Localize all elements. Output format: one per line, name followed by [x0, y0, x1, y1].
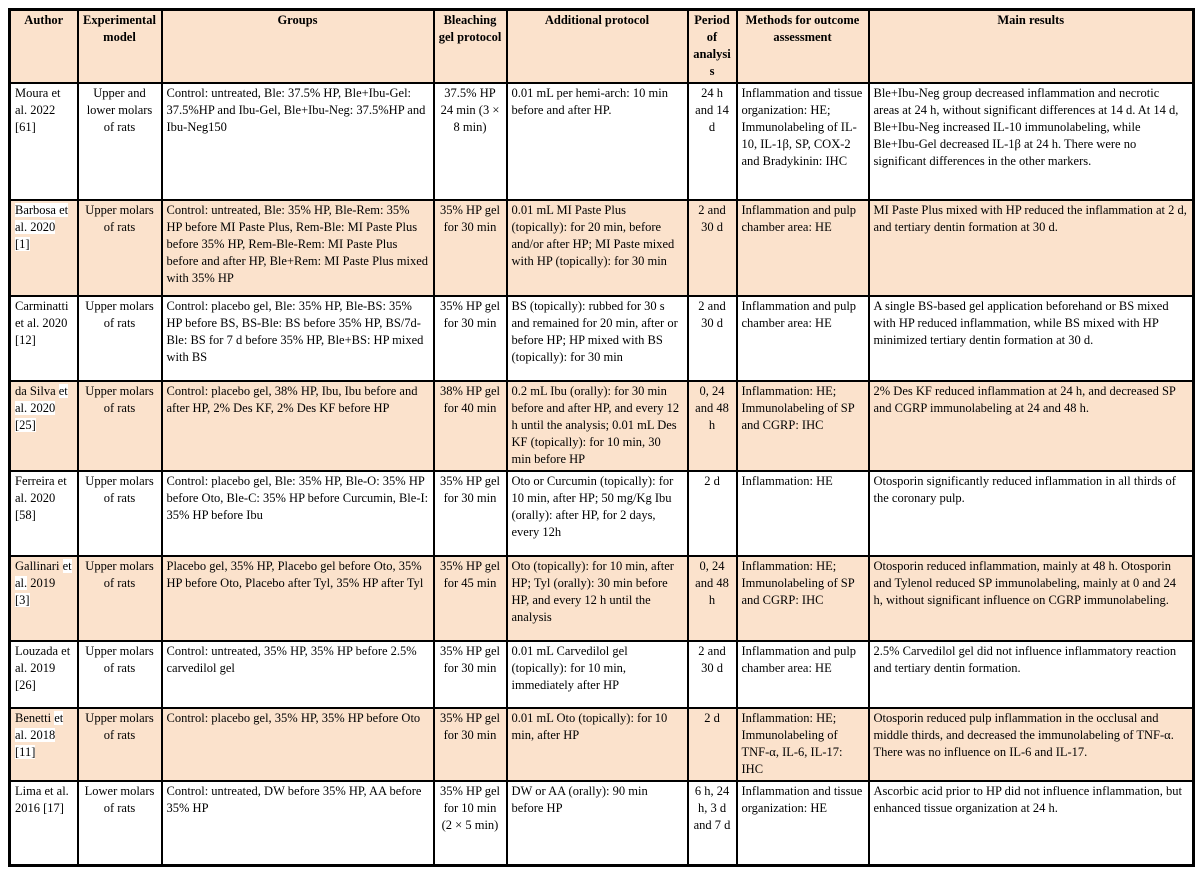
- cell-methods: Inflammation and pulp chamber area: HE: [737, 296, 869, 381]
- author-text: Carminatti et al. 2020 [12]: [15, 299, 69, 347]
- table-body: [10, 83, 1194, 866]
- table-row: [10, 83, 1194, 200]
- cell-model: Upper molars of rats: [78, 200, 162, 296]
- cell-results: MI Paste Plus mixed with HP reduced the inflammation at 2 d, and tertiary dentin formation at 30 d.: [869, 200, 1194, 296]
- cell-methods: Inflammation: HE; Immunolabeling of SP and CGRP: IHC: [737, 556, 869, 641]
- cell-methods: Inflammation: HE; Immunolabeling of SP and CGRP: IHC: [737, 381, 869, 471]
- cell-period: 2 d: [688, 708, 737, 781]
- cell-groups: Control: untreated, 35% HP, 35% HP before 2.5% carvedilol gel: [162, 641, 434, 708]
- column-header-author: Author: [10, 10, 78, 84]
- cell-bleaching: 35% HP gel for 30 min: [434, 296, 507, 381]
- cell-author: [10, 200, 78, 296]
- cell-period: 0, 24 and 48 h: [688, 556, 737, 641]
- column-header-groups: Groups: [162, 10, 434, 84]
- cell-model: Lower molars of rats: [78, 781, 162, 866]
- cell-groups: Control: placebo gel, 35% HP, 35% HP before Oto: [162, 708, 434, 781]
- cell-additional: Oto or Curcumin (topically): for 10 min, after HP; 50 mg/Kg Ibu (orally): after HP, for 2 days, every 12h: [507, 471, 688, 556]
- cell-bleaching: 35% HP gel for 30 min: [434, 641, 507, 708]
- column-header-bleaching: Bleaching gel protocol: [434, 10, 507, 84]
- cell-results: A single BS-based gel application beforehand or BS mixed with HP reduced inflammation, while BS mixed with HP minimized tertiary dentin formation at 30 d.: [869, 296, 1194, 381]
- cell-bleaching: 35% HP gel for 30 min: [434, 471, 507, 556]
- table-row: [10, 381, 1194, 471]
- cell-additional: 0.01 mL per hemi-arch: 10 min before and after HP.: [507, 83, 688, 200]
- column-header-results: Main results: [869, 10, 1194, 84]
- cell-groups: Control: untreated, DW before 35% HP, AA before 35% HP: [162, 781, 434, 866]
- cell-methods: Inflammation: HE; Immunolabeling of TNF-α, IL-6, IL-17: IHC: [737, 708, 869, 781]
- citation-highlight: [3]: [15, 593, 30, 607]
- cell-additional: 0.01 mL Oto (topically): for 10 min, after HP: [507, 708, 688, 781]
- cell-author: [10, 556, 78, 641]
- cell-methods: Inflammation and pulp chamber area: HE: [737, 641, 869, 708]
- cell-results: Ble+Ibu-Neg group decreased inflammation and necrotic areas at 24 h, without significant differences at 14 d. At 14 d, Ble+Ibu-Neg increased IL-10 immunolabeling, while Ble+Ibu-Gel decreased IL-1β at 24 h. There were no significant differences in the other markers.: [869, 83, 1194, 200]
- cell-additional: 0.2 mL Ibu (orally): for 30 min before and after HP, and every 12 h until the analysis; 0.01 mL Des KF (topically): for 10 min, 30 min before HP: [507, 381, 688, 471]
- cell-results: Otosporin reduced pulp inflammation in the occlusal and middle thirds, and decreased the immunolabeling of TNF-α. There was no influence on IL-6 and IL-17.: [869, 708, 1194, 781]
- cell-additional: 0.01 mL MI Paste Plus (topically): for 20 min, before and/or after HP; MI Paste mixed with HP (topically): for 30 min: [507, 200, 688, 296]
- cell-period: 2 d: [688, 471, 737, 556]
- cell-results: Otosporin significantly reduced inflammation in all thirds of the coronary pulp.: [869, 471, 1194, 556]
- cell-model: Upper and lower molars of rats: [78, 83, 162, 200]
- cell-results: 2% Des KF reduced inflammation at 24 h, and decreased SP and CGRP immunolabeling at 24 and 48 h.: [869, 381, 1194, 471]
- column-header-period: Period of analysis: [688, 10, 737, 84]
- cell-results: 2.5% Carvedilol gel did not influence inflammatory reaction and tertiary dentin formation.: [869, 641, 1194, 708]
- header-row: [10, 10, 1194, 84]
- author-text: da Silva: [15, 384, 59, 398]
- cell-model: Upper molars of rats: [78, 641, 162, 708]
- cell-results: Otosporin reduced inflammation, mainly at 48 h. Otosporin and Tylenol reduced SP immunolabeling, mainly at 0 and 24 h, without significant influence on CGRP immunolabeling.: [869, 556, 1194, 641]
- cell-bleaching: 37.5% HP 24 min (3 × 8 min): [434, 83, 507, 200]
- cell-bleaching: 38% HP gel for 40 min: [434, 381, 507, 471]
- author-text: Ferreira et al. 2020 [58]: [15, 474, 67, 522]
- cell-period: 6 h, 24 h, 3 d and 7 d: [688, 781, 737, 866]
- cell-model: Upper molars of rats: [78, 471, 162, 556]
- citation-highlight: et al. 2020 [25]: [15, 384, 68, 432]
- cell-period: 24 h and 14 d: [688, 83, 737, 200]
- cell-bleaching: 35% HP gel for 30 min: [434, 200, 507, 296]
- author-text: 2019: [27, 576, 56, 590]
- cell-period: 0, 24 and 48 h: [688, 381, 737, 471]
- citation-highlight: et al.: [15, 559, 72, 590]
- column-header-additional: Additional protocol: [507, 10, 688, 84]
- cell-groups: Control: untreated, Ble: 37.5% HP, Ble+Ibu-Gel: 37.5%HP and Ibu-Gel, Ble+Ibu-Neg: 37.5%HP and Ibu-Neg150: [162, 83, 434, 200]
- column-header-methods: Methods for outcome assessment: [737, 10, 869, 84]
- table-row: [10, 471, 1194, 556]
- cell-author: [10, 641, 78, 708]
- cell-author: [10, 471, 78, 556]
- cell-additional: 0.01 mL Carvedilol gel (topically): for 10 min, immediately after HP: [507, 641, 688, 708]
- cell-additional: Oto (topically): for 10 min, after HP; Tyl (orally): 30 min before HP, and every 12 h until the analysis: [507, 556, 688, 641]
- table-row: [10, 708, 1194, 781]
- cell-author: [10, 296, 78, 381]
- table-row: [10, 781, 1194, 866]
- cell-methods: Inflammation and tissue organization: HE; Immunolabeling of IL-10, IL-1β, SP, COX-2 and Bradykinin: IHC: [737, 83, 869, 200]
- cell-model: Upper molars of rats: [78, 556, 162, 641]
- author-text: Gallinari: [15, 559, 63, 573]
- cell-groups: Control: placebo gel, Ble: 35% HP, Ble-O: 35% HP before Oto, Ble-C: 35% HP before Curcumin, Ble-I: 35% HP before Ibu: [162, 471, 434, 556]
- cell-bleaching: 35% HP gel for 45 min: [434, 556, 507, 641]
- cell-bleaching: 35% HP gel for 10 min (2 × 5 min): [434, 781, 507, 866]
- studies-table: [8, 8, 1195, 867]
- cell-methods: Inflammation and pulp chamber area: HE: [737, 200, 869, 296]
- cell-model: Upper molars of rats: [78, 708, 162, 781]
- author-text: Moura et al. 2022 [61]: [15, 86, 61, 134]
- author-text: Benetti: [15, 711, 55, 725]
- cell-groups: Placebo gel, 35% HP, Placebo gel before Oto, 35% HP before Oto, Placebo after Tyl, 35% HP after Tyl: [162, 556, 434, 641]
- author-text: Lima et al. 2016 [17]: [15, 784, 69, 815]
- cell-additional: DW or AA (orally): 90 min before HP: [507, 781, 688, 866]
- cell-period: 2 and 30 d: [688, 200, 737, 296]
- cell-groups: Control: placebo gel, 38% HP, Ibu, Ibu before and after HP, 2% Des KF, 2% Des KF before HP: [162, 381, 434, 471]
- cell-groups: Control: untreated, Ble: 35% HP, Ble-Rem: 35% HP before MI Paste Plus, Rem-Ble: MI Paste Plus before 35% HP, Rem-Ble-Rem: MI Paste Plus before and after HP, Ble+Rem: MI Paste Plus mixed with 35% HP: [162, 200, 434, 296]
- table-row: [10, 641, 1194, 708]
- table-row: [10, 200, 1194, 296]
- cell-model: Upper molars of rats: [78, 296, 162, 381]
- citation-highlight: et al. 2018 [11]: [15, 711, 64, 759]
- author-text: Louzada et al. 2019 [26]: [15, 644, 71, 692]
- cell-author: [10, 381, 78, 471]
- table-row: [10, 556, 1194, 641]
- studies-table-container: [8, 8, 1192, 867]
- cell-methods: Inflammation: HE: [737, 471, 869, 556]
- cell-period: 2 and 30 d: [688, 641, 737, 708]
- cell-author: [10, 781, 78, 866]
- cell-bleaching: 35% HP gel for 30 min: [434, 708, 507, 781]
- table-row: [10, 296, 1194, 381]
- cell-model: Upper molars of rats: [78, 381, 162, 471]
- cell-author: [10, 83, 78, 200]
- cell-groups: Control: placebo gel, Ble: 35% HP, Ble-BS: 35% HP before BS, BS-Ble: BS before 35% HP, BS/7d-Ble: BS for 7 d before 35% HP, Ble+BS: HP mixed with BS: [162, 296, 434, 381]
- column-header-model: Experimental model: [78, 10, 162, 84]
- cell-author: [10, 708, 78, 781]
- cell-methods: Inflammation and tissue organization: HE: [737, 781, 869, 866]
- cell-period: 2 and 30 d: [688, 296, 737, 381]
- cell-results: Ascorbic acid prior to HP did not influence inflammation, but enhanced tissue organization at 24 h.: [869, 781, 1194, 866]
- citation-highlight: Barbosa et al. 2020 [1]: [15, 203, 69, 251]
- cell-additional: BS (topically): rubbed for 30 s and remained for 20 min, after or before HP; HP mixed with BS (topically): for 30 min: [507, 296, 688, 381]
